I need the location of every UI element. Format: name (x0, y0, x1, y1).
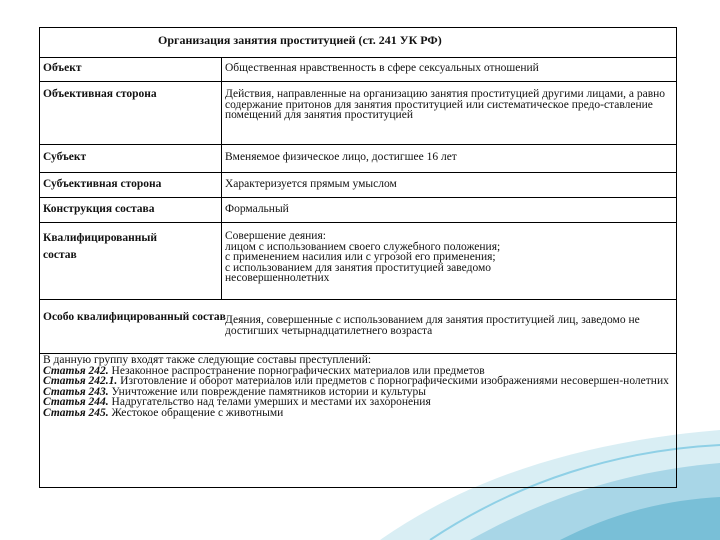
article-text: Изготовление и оборот материалов или предметов с порнографическими изображениями несовершен-нолетних (120, 375, 669, 387)
row-value-subject: Вменяемое физическое лицо, достигшее 16 лет (225, 151, 457, 163)
row-divider (40, 197, 676, 198)
row-label-qualified: Квалифицированный состав (43, 232, 157, 261)
qualified-line: с применением насилия или с угрозой его применения; (225, 251, 496, 263)
row-divider (40, 81, 676, 82)
qualified-line: лицом с использованием своего служебного положения; (225, 240, 501, 253)
row-label-object: Объект (43, 62, 82, 74)
article-text: Надругательство над телами умерших и местами их захоронения (111, 396, 431, 408)
article-number: Статья 242.1. (43, 375, 118, 387)
row-value-construction: Формальный (225, 203, 289, 215)
document-table (39, 27, 677, 488)
row-value-object: Общественная нравственность в сфере сексуальных отношений (225, 62, 539, 74)
related-articles (43, 355, 675, 418)
column-divider (221, 57, 222, 299)
row-label-construction: Конструкция состава (43, 203, 155, 215)
article-number: Статья 242. (43, 364, 109, 377)
row-value-objective-side: Действия, направленные на организацию занятия проституцией другими лицами, а равно содержание притонов для занятия проституцией или систематическое предо-ставление помещений для занятия проституцией (225, 88, 666, 121)
row-label-subject: Субъект (43, 151, 87, 163)
article-text: Жестокое обращение с животными (111, 406, 284, 419)
row-value-qualified (225, 231, 673, 284)
row-divider (40, 57, 676, 58)
article-number: Статья 243. (43, 385, 109, 398)
qualified-line: несовершеннолетних (225, 272, 330, 284)
row-label-especially-qualified: Особо квалифицированный состав (43, 311, 226, 323)
row-divider (40, 299, 676, 300)
article-text: Незаконное распространение порнографических материалов или предметов (111, 364, 485, 377)
article-item (43, 408, 675, 419)
article-number: Статья 245. (43, 406, 109, 419)
row-divider (40, 222, 676, 223)
article-number: Статья 244. (43, 396, 109, 408)
row-value-especially-qualified: Деяния, совершенные с использованием для занятия проституцией лиц, заведомо не достигших четырнадцатилетнего возраста (225, 314, 640, 337)
row-divider (40, 172, 676, 173)
row-divider (40, 144, 676, 145)
related-intro: В данную группу входят также следующие составы преступлений: (43, 354, 372, 366)
qualified-line: Совершение деяния: (225, 230, 326, 242)
page-title: Организация занятия проституцией (ст. 241 УК РФ) (158, 33, 442, 47)
qualified-line: с использованием для занятия проституцией заведомо (225, 261, 491, 274)
article-text: Уничтожение или повреждение памятников истории и культуры (111, 385, 426, 398)
row-value-subjective-side: Характеризуется прямым умыслом (225, 178, 397, 190)
row-label-subjective-side: Субъективная сторона (43, 178, 162, 190)
row-label-objective-side: Объективная сторона (43, 88, 157, 100)
